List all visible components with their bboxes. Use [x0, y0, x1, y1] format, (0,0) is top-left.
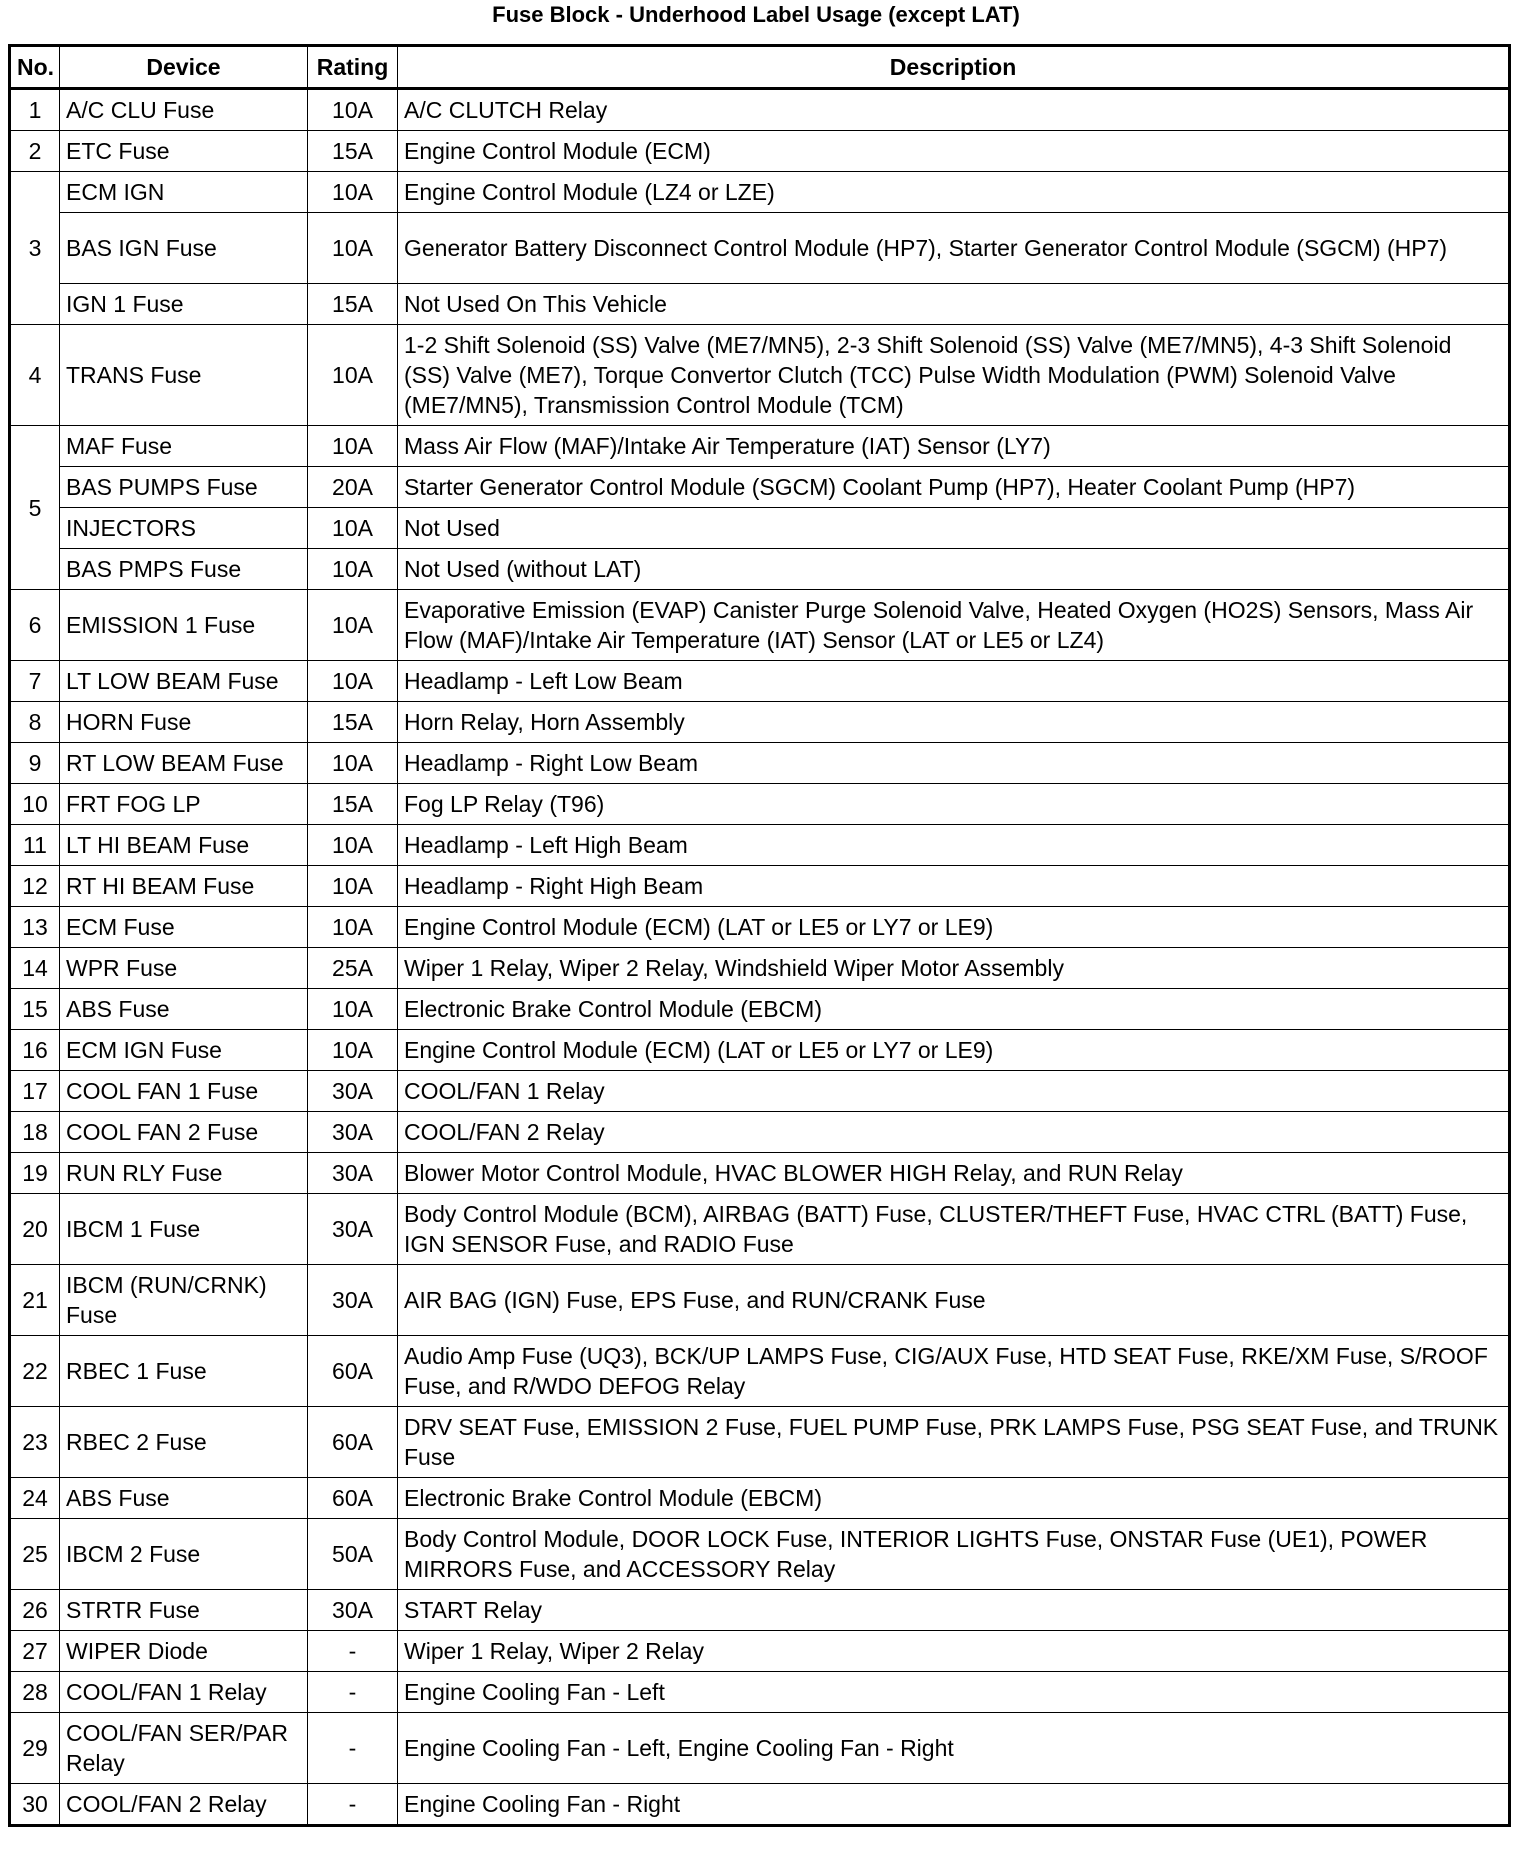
cell-description: START Relay	[398, 1590, 1510, 1631]
table-row	[10, 743, 1510, 784]
table-row	[10, 213, 1510, 284]
cell-device: IBCM 2 Fuse	[60, 1519, 308, 1590]
cell-description: Electronic Brake Control Module (EBCM)	[398, 989, 1510, 1030]
cell-description: Generator Battery Disconnect Control Module (HP7), Starter Generator Control Module (SGCM) (HP7)	[398, 213, 1510, 284]
cell-rating: 15A	[308, 784, 398, 825]
cell-no: 12	[10, 866, 60, 907]
cell-device: IGN 1 Fuse	[60, 284, 308, 325]
cell-rating: 10A	[308, 743, 398, 784]
cell-device: ECM IGN	[60, 172, 308, 213]
table-row	[10, 948, 1510, 989]
table-row	[10, 702, 1510, 743]
cell-description: DRV SEAT Fuse, EMISSION 2 Fuse, FUEL PUMP Fuse, PRK LAMPS Fuse, PSG SEAT Fuse, and TRUNK Fuse	[398, 1407, 1510, 1478]
cell-rating: 60A	[308, 1478, 398, 1519]
table-row	[10, 989, 1510, 1030]
cell-description: Wiper 1 Relay, Wiper 2 Relay	[398, 1631, 1510, 1672]
cell-no: 3	[10, 172, 60, 325]
cell-rating: 20A	[308, 467, 398, 508]
cell-no: 26	[10, 1590, 60, 1631]
table-row	[10, 1519, 1510, 1590]
cell-description: 1-2 Shift Solenoid (SS) Valve (ME7/MN5), 2-3 Shift Solenoid (SS) Valve (ME7/MN5), 4-3 Shift Solenoid (SS) Valve (ME7), Torque Convertor Clutch (TCC) Pulse Width Modulation (PWM) Solenoid Valve (ME7/MN5), Transmission Control Module (TCM)	[398, 325, 1510, 426]
cell-device: ABS Fuse	[60, 989, 308, 1030]
cell-no: 22	[10, 1336, 60, 1407]
cell-rating: -	[308, 1631, 398, 1672]
cell-description: A/C CLUTCH Relay	[398, 89, 1510, 131]
table-row	[10, 907, 1510, 948]
cell-no: 30	[10, 1784, 60, 1826]
cell-no: 15	[10, 989, 60, 1030]
table-row	[10, 325, 1510, 426]
table-row	[10, 1407, 1510, 1478]
table-row	[10, 426, 1510, 467]
cell-no: 29	[10, 1713, 60, 1784]
cell-description: Electronic Brake Control Module (EBCM)	[398, 1478, 1510, 1519]
cell-description: Engine Cooling Fan - Left	[398, 1672, 1510, 1713]
cell-device: IBCM 1 Fuse	[60, 1194, 308, 1265]
cell-no: 10	[10, 784, 60, 825]
table-row	[10, 1265, 1510, 1336]
cell-device: IBCM (RUN/CRNK) Fuse	[60, 1265, 308, 1336]
cell-rating: 30A	[308, 1590, 398, 1631]
cell-device: MAF Fuse	[60, 426, 308, 467]
cell-no: 1	[10, 89, 60, 131]
cell-device: BAS PUMPS Fuse	[60, 467, 308, 508]
cell-description: Headlamp - Right Low Beam	[398, 743, 1510, 784]
table-row	[10, 1784, 1510, 1826]
cell-device: HORN Fuse	[60, 702, 308, 743]
cell-rating: 30A	[308, 1265, 398, 1336]
table-row	[10, 1336, 1510, 1407]
table-row	[10, 89, 1510, 131]
cell-rating: -	[308, 1784, 398, 1826]
cell-rating: 60A	[308, 1407, 398, 1478]
table-row	[10, 661, 1510, 702]
cell-rating: 10A	[308, 549, 398, 590]
cell-device: WIPER Diode	[60, 1631, 308, 1672]
table-row	[10, 866, 1510, 907]
cell-no: 13	[10, 907, 60, 948]
cell-rating: 10A	[308, 661, 398, 702]
cell-description: Engine Cooling Fan - Right	[398, 1784, 1510, 1826]
cell-device: LT HI BEAM Fuse	[60, 825, 308, 866]
cell-device: RUN RLY Fuse	[60, 1153, 308, 1194]
cell-device: COOL/FAN SER/PAR Relay	[60, 1713, 308, 1784]
cell-no: 19	[10, 1153, 60, 1194]
cell-no: 21	[10, 1265, 60, 1336]
cell-no: 18	[10, 1112, 60, 1153]
cell-rating: 10A	[308, 866, 398, 907]
cell-device: COOL FAN 1 Fuse	[60, 1071, 308, 1112]
cell-description: Starter Generator Control Module (SGCM) Coolant Pump (HP7), Heater Coolant Pump (HP7)	[398, 467, 1510, 508]
cell-description: Not Used (without LAT)	[398, 549, 1510, 590]
cell-rating: 60A	[308, 1336, 398, 1407]
table-row	[10, 131, 1510, 172]
cell-description: Body Control Module, DOOR LOCK Fuse, INTERIOR LIGHTS Fuse, ONSTAR Fuse (UE1), POWER MIRRORS Fuse, and ACCESSORY Relay	[398, 1519, 1510, 1590]
table-row	[10, 1590, 1510, 1631]
cell-rating: 15A	[308, 284, 398, 325]
cell-description: Engine Control Module (ECM)	[398, 131, 1510, 172]
cell-description: AIR BAG (IGN) Fuse, EPS Fuse, and RUN/CRANK Fuse	[398, 1265, 1510, 1336]
cell-rating: -	[308, 1713, 398, 1784]
cell-description: Engine Cooling Fan - Left, Engine Cooling Fan - Right	[398, 1713, 1510, 1784]
cell-rating: 10A	[308, 426, 398, 467]
cell-device: TRANS Fuse	[60, 325, 308, 426]
cell-rating: 10A	[308, 590, 398, 661]
cell-description: Engine Control Module (ECM) (LAT or LE5 or LY7 or LE9)	[398, 907, 1510, 948]
table-row	[10, 508, 1510, 549]
table-row	[10, 1112, 1510, 1153]
cell-rating: -	[308, 1672, 398, 1713]
table-row	[10, 1478, 1510, 1519]
page-title: Fuse Block - Underhood Label Usage (except LAT)	[492, 2, 1020, 27]
cell-description: Blower Motor Control Module, HVAC BLOWER HIGH Relay, and RUN Relay	[398, 1153, 1510, 1194]
table-row	[10, 1071, 1510, 1112]
cell-no: 24	[10, 1478, 60, 1519]
table-row	[10, 284, 1510, 325]
cell-rating: 10A	[308, 1030, 398, 1071]
cell-rating: 25A	[308, 948, 398, 989]
cell-device: COOL/FAN 2 Relay	[60, 1784, 308, 1826]
fuse-table	[8, 44, 1511, 1827]
table-row	[10, 1631, 1510, 1672]
cell-no: 16	[10, 1030, 60, 1071]
cell-device: ECM Fuse	[60, 907, 308, 948]
cell-rating: 10A	[308, 325, 398, 426]
cell-no: 4	[10, 325, 60, 426]
cell-no: 6	[10, 590, 60, 661]
cell-description: Mass Air Flow (MAF)/Intake Air Temperature (IAT) Sensor (LY7)	[398, 426, 1510, 467]
cell-description: Fog LP Relay (T96)	[398, 784, 1510, 825]
cell-device: RT HI BEAM Fuse	[60, 866, 308, 907]
cell-no: 5	[10, 426, 60, 590]
cell-device: INJECTORS	[60, 508, 308, 549]
cell-rating: 30A	[308, 1194, 398, 1265]
header-rating: Rating	[308, 46, 398, 89]
cell-description: Not Used On This Vehicle	[398, 284, 1510, 325]
cell-device: ETC Fuse	[60, 131, 308, 172]
cell-rating: 50A	[308, 1519, 398, 1590]
cell-device: WPR Fuse	[60, 948, 308, 989]
cell-description: Engine Control Module (ECM) (LAT or LE5 or LY7 or LE9)	[398, 1030, 1510, 1071]
cell-description: Horn Relay, Horn Assembly	[398, 702, 1510, 743]
cell-rating: 30A	[308, 1112, 398, 1153]
cell-rating: 10A	[308, 213, 398, 284]
table-row	[10, 1713, 1510, 1784]
cell-description: Headlamp - Right High Beam	[398, 866, 1510, 907]
cell-no: 11	[10, 825, 60, 866]
cell-no: 9	[10, 743, 60, 784]
cell-description: Body Control Module (BCM), AIRBAG (BATT) Fuse, CLUSTER/THEFT Fuse, HVAC CTRL (BATT) Fuse, IGN SENSOR Fuse, and RADIO Fuse	[398, 1194, 1510, 1265]
cell-description: Audio Amp Fuse (UQ3), BCK/UP LAMPS Fuse, CIG/AUX Fuse, HTD SEAT Fuse, RKE/XM Fuse, S/ROOF Fuse, and R/WDO DEFOG Relay	[398, 1336, 1510, 1407]
cell-device: A/C CLU Fuse	[60, 89, 308, 131]
header-description: Description	[398, 46, 1510, 89]
header-device: Device	[60, 46, 308, 89]
table-row	[10, 784, 1510, 825]
table-row	[10, 549, 1510, 590]
cell-device: COOL FAN 2 Fuse	[60, 1112, 308, 1153]
table-row	[10, 1153, 1510, 1194]
cell-rating: 10A	[308, 172, 398, 213]
table-row	[10, 825, 1510, 866]
cell-rating: 15A	[308, 131, 398, 172]
cell-rating: 10A	[308, 89, 398, 131]
header-row	[10, 46, 1510, 89]
cell-description: Not Used	[398, 508, 1510, 549]
cell-rating: 10A	[308, 825, 398, 866]
cell-no: 7	[10, 661, 60, 702]
table-row	[10, 172, 1510, 213]
table-row	[10, 467, 1510, 508]
cell-device: RBEC 2 Fuse	[60, 1407, 308, 1478]
cell-no: 17	[10, 1071, 60, 1112]
cell-description: COOL/FAN 1 Relay	[398, 1071, 1510, 1112]
fuse-table-body	[10, 89, 1510, 1826]
cell-no: 2	[10, 131, 60, 172]
cell-description: Engine Control Module (LZ4 or LZE)	[398, 172, 1510, 213]
header-no: No.	[10, 46, 60, 89]
cell-device: LT LOW BEAM Fuse	[60, 661, 308, 702]
cell-no: 27	[10, 1631, 60, 1672]
cell-device: BAS IGN Fuse	[60, 213, 308, 284]
cell-no: 28	[10, 1672, 60, 1713]
cell-device: FRT FOG LP	[60, 784, 308, 825]
cell-device: BAS PMPS Fuse	[60, 549, 308, 590]
cell-no: 8	[10, 702, 60, 743]
cell-description: Wiper 1 Relay, Wiper 2 Relay, Windshield Wiper Motor Assembly	[398, 948, 1510, 989]
cell-device: STRTR Fuse	[60, 1590, 308, 1631]
table-row	[10, 590, 1510, 661]
cell-rating: 30A	[308, 1071, 398, 1112]
cell-no: 25	[10, 1519, 60, 1590]
cell-device: EMISSION 1 Fuse	[60, 590, 308, 661]
cell-rating: 30A	[308, 1153, 398, 1194]
cell-device: RT LOW BEAM Fuse	[60, 743, 308, 784]
cell-rating: 10A	[308, 508, 398, 549]
cell-description: Evaporative Emission (EVAP) Canister Purge Solenoid Valve, Heated Oxygen (HO2S) Sensors, Mass Air Flow (MAF)/Intake Air Temperature (IAT) Sensor (LAT or LE5 or LZ4)	[398, 590, 1510, 661]
cell-device: RBEC 1 Fuse	[60, 1336, 308, 1407]
table-row	[10, 1194, 1510, 1265]
cell-no: 14	[10, 948, 60, 989]
cell-description: COOL/FAN 2 Relay	[398, 1112, 1510, 1153]
cell-device: COOL/FAN 1 Relay	[60, 1672, 308, 1713]
cell-rating: 10A	[308, 907, 398, 948]
cell-description: Headlamp - Left Low Beam	[398, 661, 1510, 702]
cell-device: ABS Fuse	[60, 1478, 308, 1519]
cell-rating: 15A	[308, 702, 398, 743]
cell-description: Headlamp - Left High Beam	[398, 825, 1510, 866]
table-row	[10, 1030, 1510, 1071]
table-row	[10, 1672, 1510, 1713]
cell-device: ECM IGN Fuse	[60, 1030, 308, 1071]
cell-rating: 10A	[308, 989, 398, 1030]
cell-no: 20	[10, 1194, 60, 1265]
cell-no: 23	[10, 1407, 60, 1478]
